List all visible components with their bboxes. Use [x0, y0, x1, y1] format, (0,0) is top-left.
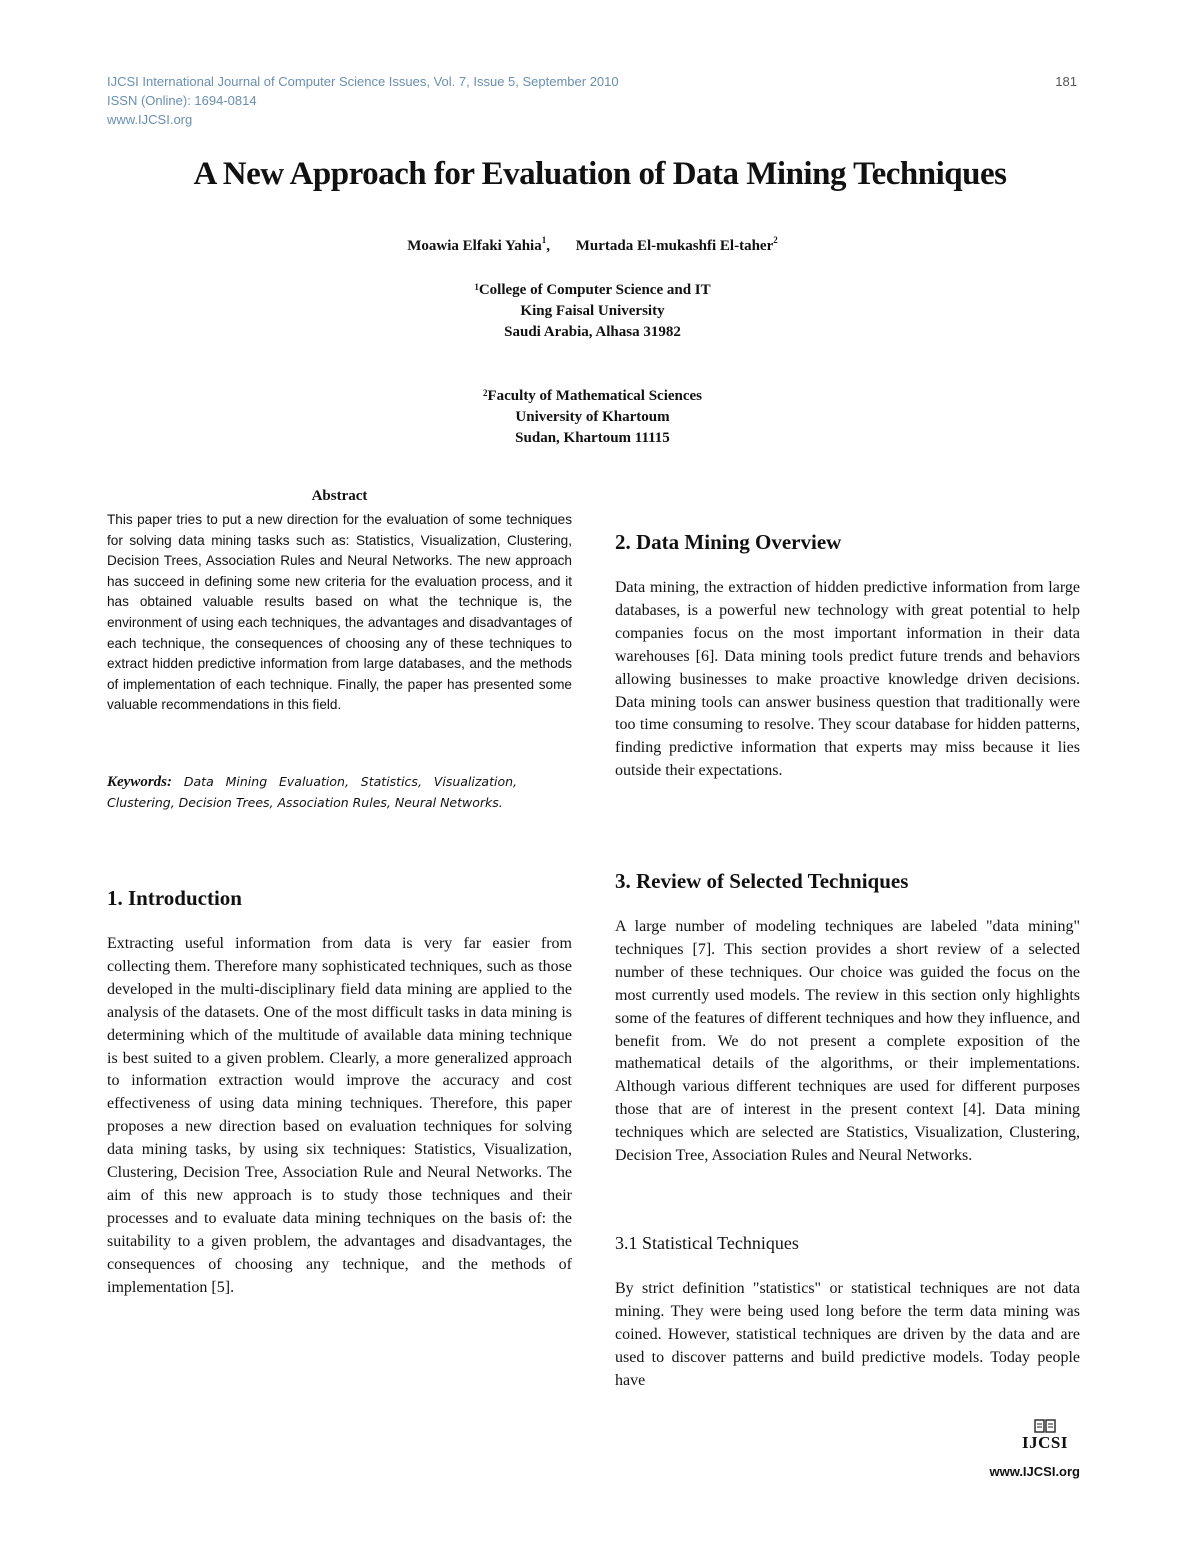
issn-line: ISSN (Online): 1694-0814	[107, 93, 257, 108]
page-number: 181	[1055, 74, 1077, 89]
affil-department: Faculty of Mathematical Sciences	[487, 388, 703, 404]
author-affil-marker: 1	[541, 235, 547, 245]
logo-text: IJCSI	[1022, 1433, 1068, 1452]
section-heading-review: 3. Review of Selected Techniques	[615, 869, 909, 893]
author-name: Moawia Elfaki Yahia	[407, 238, 542, 254]
keywords-block	[107, 772, 517, 813]
keywords-text: Data Mining Evaluation, Statistics, Visualization, Clustering, Decision Trees, Association Rules, Neural Networks.	[107, 774, 517, 810]
keywords-label: Keywords:	[107, 774, 172, 790]
author-affil-marker: 2	[773, 235, 778, 245]
section-heading-introduction: 1. Introduction	[107, 886, 242, 910]
affil-institution: King Faisal University	[520, 303, 665, 319]
author-line	[0, 235, 1185, 255]
introduction-text: Extracting useful information from data is very far easier from collecting them. Therefore many sophisticated techniques, such as those developed in the multi-disciplinary field data mining are applied to the analysis of the datasets. One of the most difficult tasks in data mining is determining which of the multitude of available data mining technique is best suited to a given problem. Clearly, a more generalized approach to information extraction would improve the accuracy and cost effectiveness of using data mining techniques. Therefore, this paper proposes a new direction based on evaluation techniques for solving data mining tasks, by using six techniques: Statistics, Visualization, Clustering, Decision Tree, Association Rule and Neural Networks. The aim of this new approach is to study those techniques and their processes and to evaluate data mining techniques on the basis of: the suitability to a given problem, the advantages and disadvantages, the consequences of choosing any technique, and the methods of implementation [5].	[107, 935, 572, 1296]
abstract-heading: Abstract	[311, 488, 368, 504]
abstract-text: This paper tries to put a new direction for the evaluation of some techniques for solving data mining tasks such as: Statistics, Visualization, Clustering, Decision Trees, Association Rules and Neural Networks. The new approach has succeed in defining some new criteria for the evaluation process, and it has obtained valuable results based on what the technique is, the environment of using each techniques, the advantages and disadvantages of each technique, the consequences of choosing any of these techniques to extract hidden predictive information from large databases, and the methods of implementation of each technique. Finally, the paper has presented some valuable recommendations in this field.	[107, 512, 572, 713]
affiliation-block	[0, 280, 1185, 343]
affil-department: College of Computer Science and IT	[478, 282, 711, 298]
book-icon	[1034, 1418, 1056, 1434]
author-name: Murtada El-mukashfi El-taher	[575, 238, 774, 254]
affil-location: Sudan, Khartoum 11115	[515, 430, 670, 446]
author-separator: ,	[546, 238, 550, 254]
journal-title-line: IJCSI International Journal of Computer Science Issues, Vol. 7, Issue 5, September 2010	[107, 74, 619, 89]
review-text: A large number of modeling techniques are labeled "data mining" techniques [7]. This section provides a short review of a selected number of these techniques. Our choice was guided the focus on the most currently used models. The review in this section only highlights some of the features of different techniques and how they influence, and benefit from. We do not present a complete exposition of the mathematical details of the algorithms, or their implementations. Although various different techniques are used for different purposes those that are of interest in the present context [4]. Data mining techniques which are selected are Statistics, Visualization, Clustering, Decision Tree, Association Rules and Neural Networks.	[615, 918, 1080, 1165]
footer-url-link[interactable]: www.IJCSI.org	[989, 1464, 1080, 1479]
subsection-heading-statistical: 3.1 Statistical Techniques	[615, 1233, 799, 1253]
affiliation-block	[0, 386, 1185, 449]
overview-text: Data mining, the extraction of hidden predictive information from large databases, is a powerful new technology with great potential to help companies focus on the most important information in their data warehouses [6]. Data mining tools predict future trends and behaviors allowing businesses to make proactive knowledge driven decisions. Data mining tools can answer business question that traditionally were too time consuming to resolve. They scour database for hidden patterns, finding predictive information that experts may miss because it lies outside their expectations.	[615, 579, 1080, 780]
paper-title: A New Approach for Evaluation of Data Mining Techniques	[193, 156, 1007, 192]
journal-logo	[1010, 1418, 1080, 1452]
affil-location: Saudi Arabia, Alhasa 31982	[504, 324, 681, 340]
affil-institution: University of Khartoum	[515, 409, 670, 425]
journal-header	[107, 72, 1077, 129]
journal-url-link[interactable]: www.IJCSI.org	[107, 112, 193, 127]
section-heading-overview: 2. Data Mining Overview	[615, 530, 842, 554]
affil-marker: 2	[482, 388, 488, 398]
statistical-text: By strict definition "statistics" or statistical techniques are not data mining. They were being used long before the term data mining was coined. However, statistical techniques are driven by the data and are used to discover patterns and build predictive models. Today people have	[615, 1280, 1080, 1389]
affil-marker: 1	[474, 282, 479, 292]
